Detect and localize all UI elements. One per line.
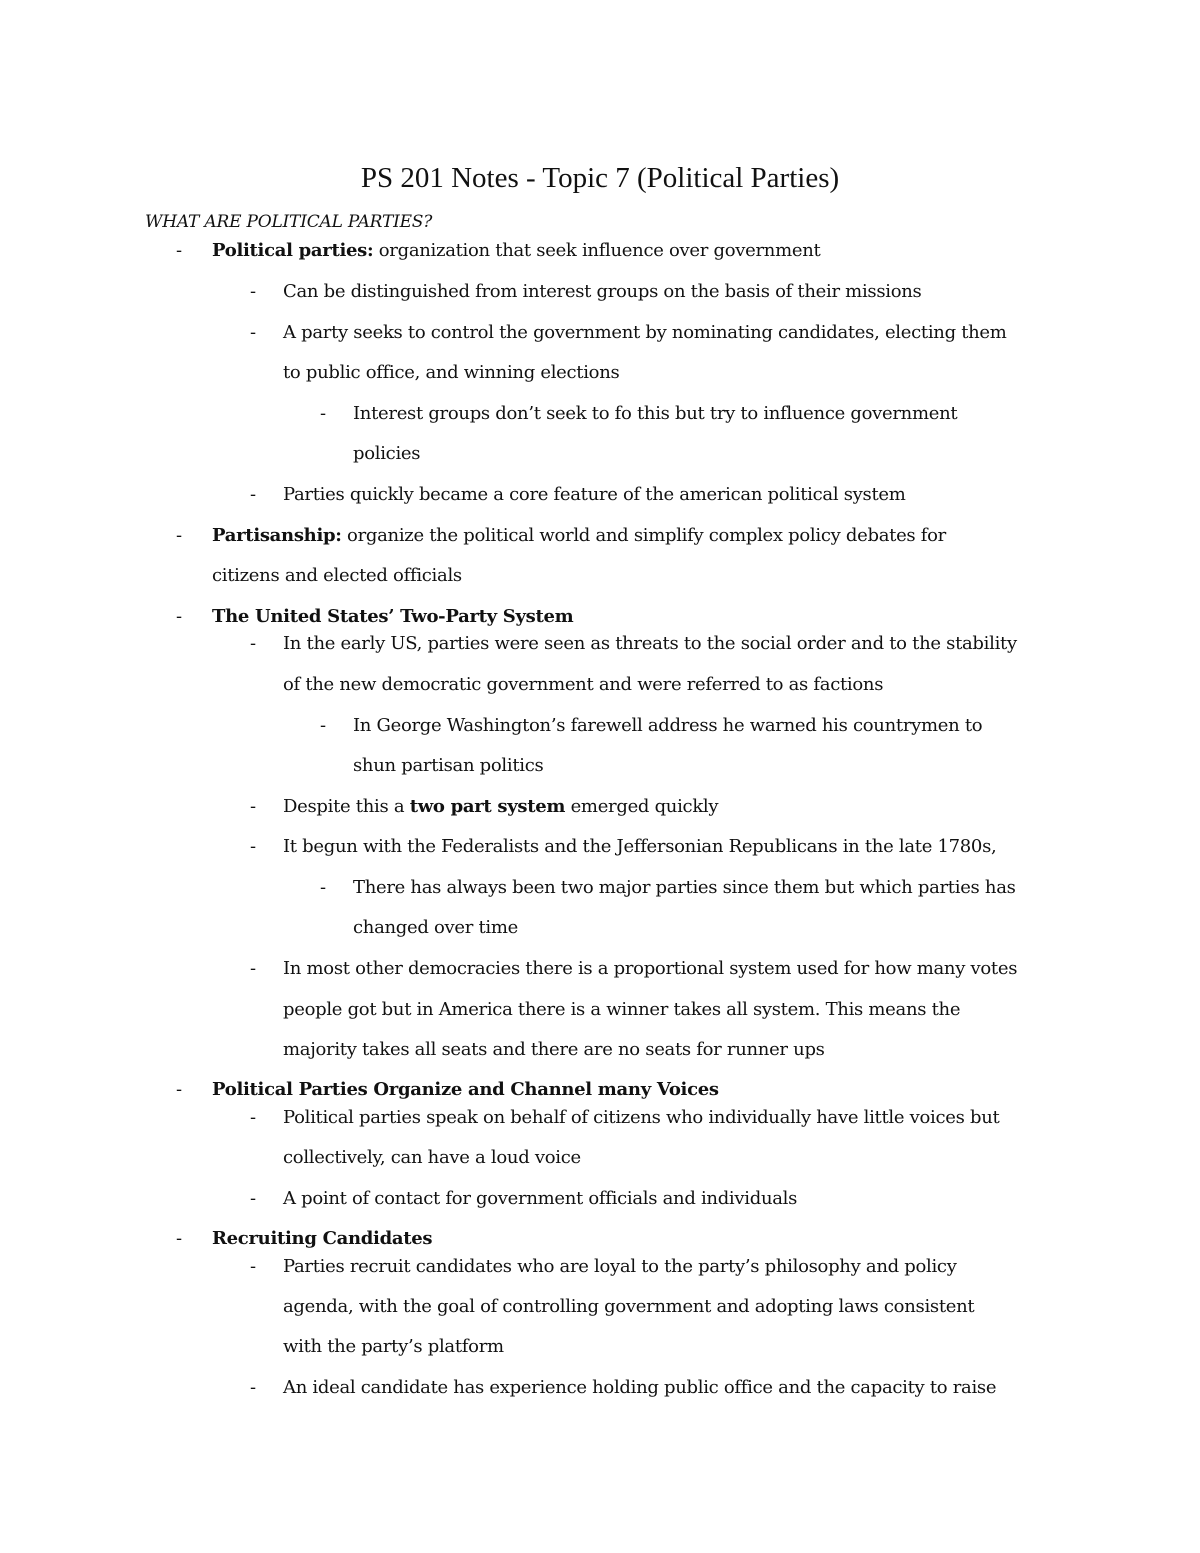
item-text: emerged quickly: [565, 796, 719, 817]
list-item: [212, 238, 820, 264]
bullet-dash: -: [176, 525, 183, 546]
bullet-dash: -: [176, 1079, 183, 1100]
bullet-dash: -: [250, 1377, 257, 1398]
bullet-dash: -: [176, 606, 183, 627]
term-label: Partisanship:: [212, 525, 342, 546]
list-item: In most other democracies there is a proportional system used for how many votes: [283, 958, 1018, 979]
list-item: It begun with the Federalists and the Jeffersonian Republicans in the late 1780s,: [283, 836, 997, 857]
term-label: two part system: [409, 796, 566, 817]
section-heading: WHAT ARE POLITICAL PARTIES?: [145, 212, 433, 232]
subheading: [212, 1226, 432, 1252]
bullet-dash: -: [320, 403, 327, 424]
bullet-dash: -: [250, 281, 257, 302]
list-item: Parties quickly became a core feature of the american political system: [283, 484, 906, 505]
list-item-cont: of the new democratic government and were referred to as factions: [283, 674, 884, 695]
subheading: [212, 1077, 719, 1103]
list-item-cont: collectively, can have a loud voice: [283, 1147, 581, 1168]
term-label: Political parties:: [212, 240, 374, 261]
bullet-dash: -: [250, 1188, 257, 1209]
list-item-cont: shun partisan politics: [353, 755, 544, 776]
bullet-dash: -: [176, 1228, 183, 1249]
list-item: Parties recruit candidates who are loyal to the party’s philosophy and policy: [283, 1256, 957, 1277]
list-item: [212, 523, 946, 549]
term-label: Political Parties Organize and Channel many Voices: [212, 1079, 719, 1100]
bullet-dash: -: [176, 240, 183, 261]
list-item: A party seeks to control the government by nominating candidates, electing them: [283, 322, 1007, 343]
list-item: Interest groups don’t seek to fo this but try to influence government: [353, 403, 958, 424]
bullet-dash: -: [250, 484, 257, 505]
list-item: [283, 794, 718, 820]
bullet-dash: -: [250, 1107, 257, 1128]
list-item-cont: changed over time: [353, 917, 519, 938]
bullet-dash: -: [250, 796, 257, 817]
bullet-dash: -: [320, 877, 327, 898]
list-item: In George Washington’s farewell address he warned his countrymen to: [353, 715, 983, 736]
list-item-cont: majority takes all seats and there are no seats for runner ups: [283, 1039, 825, 1060]
item-text: organize the political world and simplify complex policy debates for: [341, 525, 946, 546]
list-item: Can be distinguished from interest groups on the basis of their missions: [283, 281, 922, 302]
bullet-dash: -: [250, 633, 257, 654]
list-item: An ideal candidate has experience holding public office and the capacity to raise: [283, 1377, 997, 1398]
bullet-dash: -: [250, 322, 257, 343]
list-item-cont: agenda, with the goal of controlling government and adopting laws consistent: [283, 1296, 975, 1317]
subheading: [212, 604, 573, 630]
list-item-cont: to public office, and winning elections: [283, 362, 620, 383]
bullet-dash: -: [320, 715, 327, 736]
list-item-cont: with the party’s platform: [283, 1336, 504, 1357]
item-text: Despite this a: [283, 796, 410, 817]
term-label: Recruiting Candidates: [212, 1228, 433, 1249]
term-label: The United States’ Two-Party System: [212, 606, 574, 627]
list-item: There has always been two major parties since them but which parties has: [353, 877, 1016, 898]
bullet-dash: -: [250, 1256, 257, 1277]
list-item: Political parties speak on behalf of citizens who individually have little voices but: [283, 1107, 1000, 1128]
page-title: PS 201 Notes - Topic 7 (Political Parties): [360, 162, 840, 194]
item-text: organization that seek influence over government: [373, 240, 821, 261]
list-item: A point of contact for government officials and individuals: [283, 1188, 798, 1209]
bullet-dash: -: [250, 836, 257, 857]
list-item-cont: people got but in America there is a winner takes all system. This means the: [283, 999, 961, 1020]
list-item-cont: citizens and elected officials: [212, 565, 462, 586]
bullet-dash: -: [250, 958, 257, 979]
list-item: In the early US, parties were seen as threats to the social order and to the stability: [283, 633, 1017, 654]
list-item-cont: policies: [353, 443, 421, 464]
